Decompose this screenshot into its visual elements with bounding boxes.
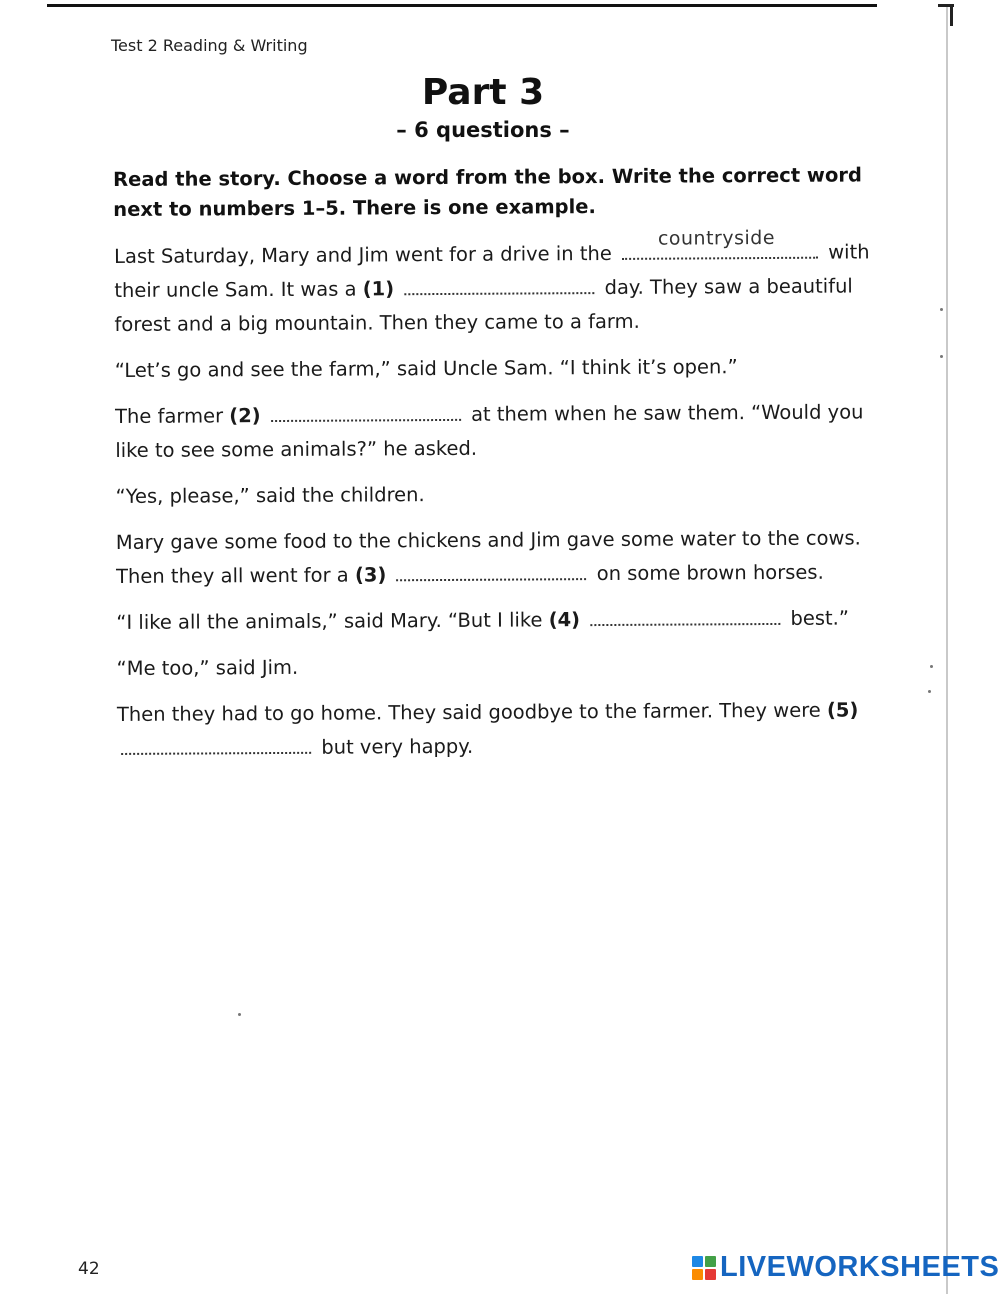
liveworksheets-brand[interactable] bbox=[692, 1251, 999, 1284]
story-text: but very happy. bbox=[321, 734, 474, 759]
test-header: Test 2 Reading & Writing bbox=[111, 36, 308, 55]
answer-blank-4[interactable] bbox=[590, 607, 780, 626]
story-text: on some brown horses. bbox=[596, 560, 824, 586]
story-text: best.” bbox=[790, 606, 850, 630]
part-title: Part 3 bbox=[421, 72, 545, 113]
story-text: day. They saw a beautiful forest and a big mountain. Then they came to a farm. bbox=[114, 274, 853, 336]
scan-speck bbox=[930, 665, 933, 668]
story-paragraph-6 bbox=[116, 601, 876, 640]
example-blank bbox=[622, 226, 818, 260]
story-paragraph-7: “Me too,” said Jim. bbox=[116, 655, 299, 680]
brand-text: LIVEWORKSHEETS bbox=[720, 1251, 1000, 1283]
story bbox=[114, 226, 877, 778]
question-number-2: (2) bbox=[229, 404, 261, 428]
liveworksheets-logo-icon bbox=[692, 1256, 716, 1280]
logo-square-blue bbox=[692, 1256, 703, 1267]
example-answer: countryside bbox=[657, 226, 776, 250]
story-text: Mary gave some food to the chickens and Jim gave some water to the cows. Then they all went for a bbox=[115, 526, 861, 588]
story-text: “I like all the animals,” said Mary. “But I like bbox=[116, 608, 543, 634]
page-edge-bar bbox=[950, 4, 953, 26]
story-paragraph-8 bbox=[117, 693, 877, 766]
question-number-5: (5) bbox=[826, 698, 859, 722]
scan-speck bbox=[940, 308, 943, 311]
logo-square-red bbox=[705, 1269, 716, 1280]
story-text: with their uncle Sam. It was a bbox=[114, 240, 870, 302]
story-text: at them when he saw them. “Would you like to see some animals?” he asked. bbox=[115, 400, 864, 462]
logo-square-green bbox=[705, 1256, 716, 1267]
story-paragraph-5 bbox=[116, 521, 876, 594]
answer-blank-2[interactable] bbox=[271, 403, 461, 422]
answer-blank-5[interactable] bbox=[121, 736, 311, 755]
scan-speck bbox=[928, 690, 931, 693]
story-paragraph-2: “Let’s go and see the farm,” said Uncle Sam. “I think it’s open.” bbox=[114, 355, 738, 382]
answer-blank-3[interactable] bbox=[396, 562, 586, 581]
question-number-1: (1) bbox=[362, 277, 395, 301]
story-paragraph-4: “Yes, please,” said the children. bbox=[115, 483, 425, 508]
page-edge bbox=[946, 6, 948, 1294]
story-paragraph-3 bbox=[115, 395, 875, 468]
story-paragraph-1 bbox=[114, 226, 875, 342]
question-number-4: (4) bbox=[548, 608, 581, 632]
story-text: Last Saturday, Mary and Jim went for a drive in the bbox=[114, 241, 612, 268]
questions-count: – 6 questions – bbox=[396, 118, 570, 142]
story-text: Then they had to go home. They said goodbye to the farmer. They were bbox=[116, 698, 821, 726]
logo-square-orange bbox=[692, 1269, 703, 1280]
instructions: Read the story. Choose a word from the box. Write the correct word next to numbers 1–5. There is one example. bbox=[113, 163, 862, 221]
scan-speck bbox=[238, 1013, 241, 1016]
top-rule bbox=[47, 4, 877, 7]
answer-blank-1[interactable] bbox=[404, 276, 594, 295]
page-number: 42 bbox=[78, 1259, 100, 1279]
question-number-3: (3) bbox=[354, 563, 387, 587]
story-text: The farmer bbox=[115, 404, 224, 428]
scan-speck bbox=[940, 355, 943, 358]
